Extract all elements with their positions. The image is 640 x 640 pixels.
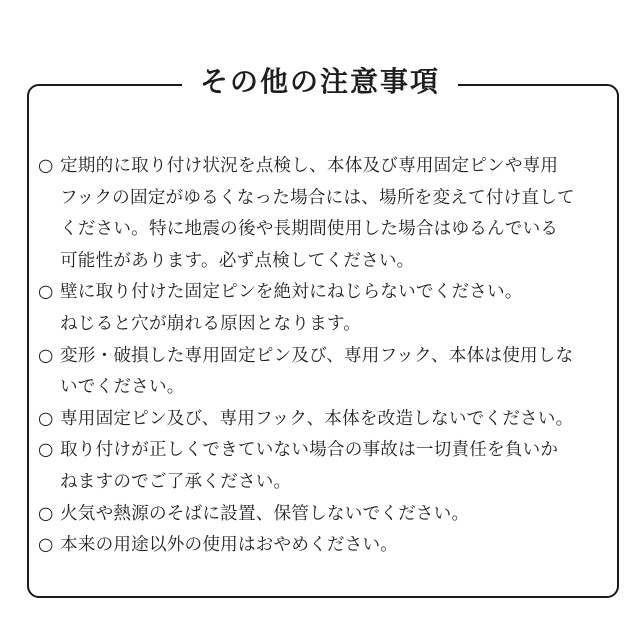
title-wrapper	[0, 62, 640, 102]
list-item-line: フックの固定がゆるくなった場合には、場所を変えて付け直して	[60, 187, 575, 208]
list-item	[38, 277, 610, 340]
list-item-line: 火気や熱源のそばに設置、保管しないでください。	[60, 503, 470, 524]
list-item-line: 可能性があります。必ず点検してください。	[60, 250, 415, 271]
bullet-circle-icon: ○	[38, 503, 54, 524]
bullet-circle-icon: ○	[38, 345, 54, 366]
bullet-circle-icon: ○	[38, 535, 54, 556]
list-item	[38, 435, 610, 498]
list-item-line: 壁に取り付けた固定ピンを絶対にねじらないでください。	[60, 282, 523, 303]
list-item-line: 変形・破損した専用固定ピン及び、専用フック、本体は使用しな	[60, 345, 574, 366]
list-item	[38, 404, 610, 436]
list-item-line: ねますのでご了承ください。	[60, 471, 292, 492]
bullet-circle-icon: ○	[38, 440, 54, 461]
bullet-circle-icon: ○	[38, 408, 54, 429]
list-item	[38, 341, 610, 404]
notice-list	[38, 151, 610, 562]
list-item-line: 本来の用途以外の使用はおやめください。	[60, 535, 399, 556]
list-item-line: ねじると穴が崩れる原因となります。	[60, 313, 362, 334]
list-item	[38, 151, 610, 277]
bullet-circle-icon: ○	[38, 282, 54, 303]
list-item-line: いでください。	[60, 377, 185, 398]
list-item-line: 取り付けが正しくできていない場合の事故は一切責任を負いか	[60, 440, 559, 461]
list-item	[38, 530, 610, 562]
page-title: その他の注意事項	[182, 62, 458, 102]
list-item-line: 専用固定ピン及び、専用フック、本体を改造しないでください。	[60, 408, 574, 429]
bullet-circle-icon: ○	[38, 156, 54, 176]
list-item-line: ください。特に地震の後や長期間使用した場合はゆるんでいる	[60, 219, 559, 240]
list-item	[38, 499, 610, 531]
list-item-line: 定期的に取り付け状況を点検し、本体及び専用固定ピンや専用	[60, 156, 559, 176]
